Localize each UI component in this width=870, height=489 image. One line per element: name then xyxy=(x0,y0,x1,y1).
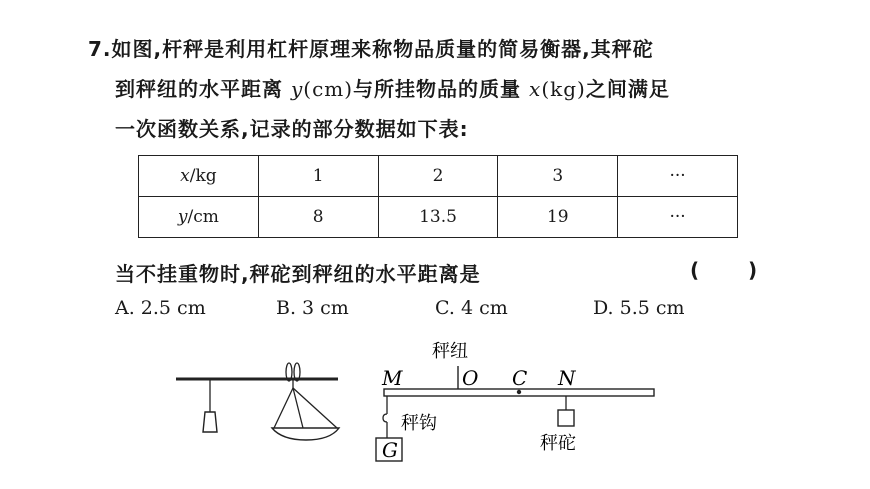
question-text-1: 如图,杆秤是利用杠杆原理来称物品质量的简易衡器,其秤砣 xyxy=(111,37,654,61)
table-cell: 19 xyxy=(498,197,618,238)
option-b[interactable]: B. 3 cm xyxy=(276,297,349,319)
table-cell: 1 xyxy=(258,156,378,197)
option-a[interactable]: A. 2.5 cm xyxy=(115,297,206,319)
table-cell: 13.5 xyxy=(378,197,498,238)
table-header-x: x/kg xyxy=(139,156,259,197)
question-number: 7. xyxy=(88,37,112,61)
table-header-y: y/cm xyxy=(139,197,259,238)
question-text-2b: 与所挂物品的质量 xyxy=(353,77,522,101)
label-o: O xyxy=(462,366,479,390)
answer-paren-close: ) xyxy=(748,258,758,282)
illustration-pan-string-mid xyxy=(293,388,303,428)
answer-paren-open: ( xyxy=(690,258,700,282)
table-cell: ··· xyxy=(618,197,738,238)
option-d[interactable]: D. 5.5 cm xyxy=(593,297,685,319)
unit-kg: (kg) xyxy=(541,77,586,101)
label-pivot: 秤纽 xyxy=(432,341,468,362)
question-text-2c: 之间满足 xyxy=(585,77,670,101)
illustration-pan-string-right xyxy=(293,388,337,428)
label-m: M xyxy=(382,366,403,390)
steelyard-illustration xyxy=(176,363,339,440)
illustration-weight xyxy=(203,412,217,432)
illustration-pan xyxy=(272,428,339,440)
schematic-point-c xyxy=(517,390,521,394)
option-c[interactable]: C. 4 cm xyxy=(435,297,508,319)
table-cell: 3 xyxy=(498,156,618,197)
illustration-pan-string-left xyxy=(274,388,293,428)
question-prompt: 当不挂重物时,秤砣到秤纽的水平距离是 xyxy=(115,262,481,286)
unit-cm: (cm) xyxy=(303,77,354,101)
schematic-weight-box xyxy=(558,410,574,426)
label-c: C xyxy=(512,366,528,390)
var-y: y xyxy=(290,77,304,101)
table-cell: 2 xyxy=(378,156,498,197)
question-text-3: 一次函数关系,记录的部分数据如下表: xyxy=(115,117,469,141)
label-n: N xyxy=(558,366,576,390)
question-text-2a: 到秤纽的水平距离 xyxy=(115,77,283,101)
label-weight: 秤砣 xyxy=(540,433,576,454)
schematic-hook xyxy=(383,414,387,422)
table-cell: ··· xyxy=(618,156,738,197)
label-hook: 秤钩 xyxy=(401,413,437,434)
var-x: x xyxy=(529,77,542,101)
table-cell: 8 xyxy=(258,197,378,238)
label-g: G xyxy=(382,438,398,462)
